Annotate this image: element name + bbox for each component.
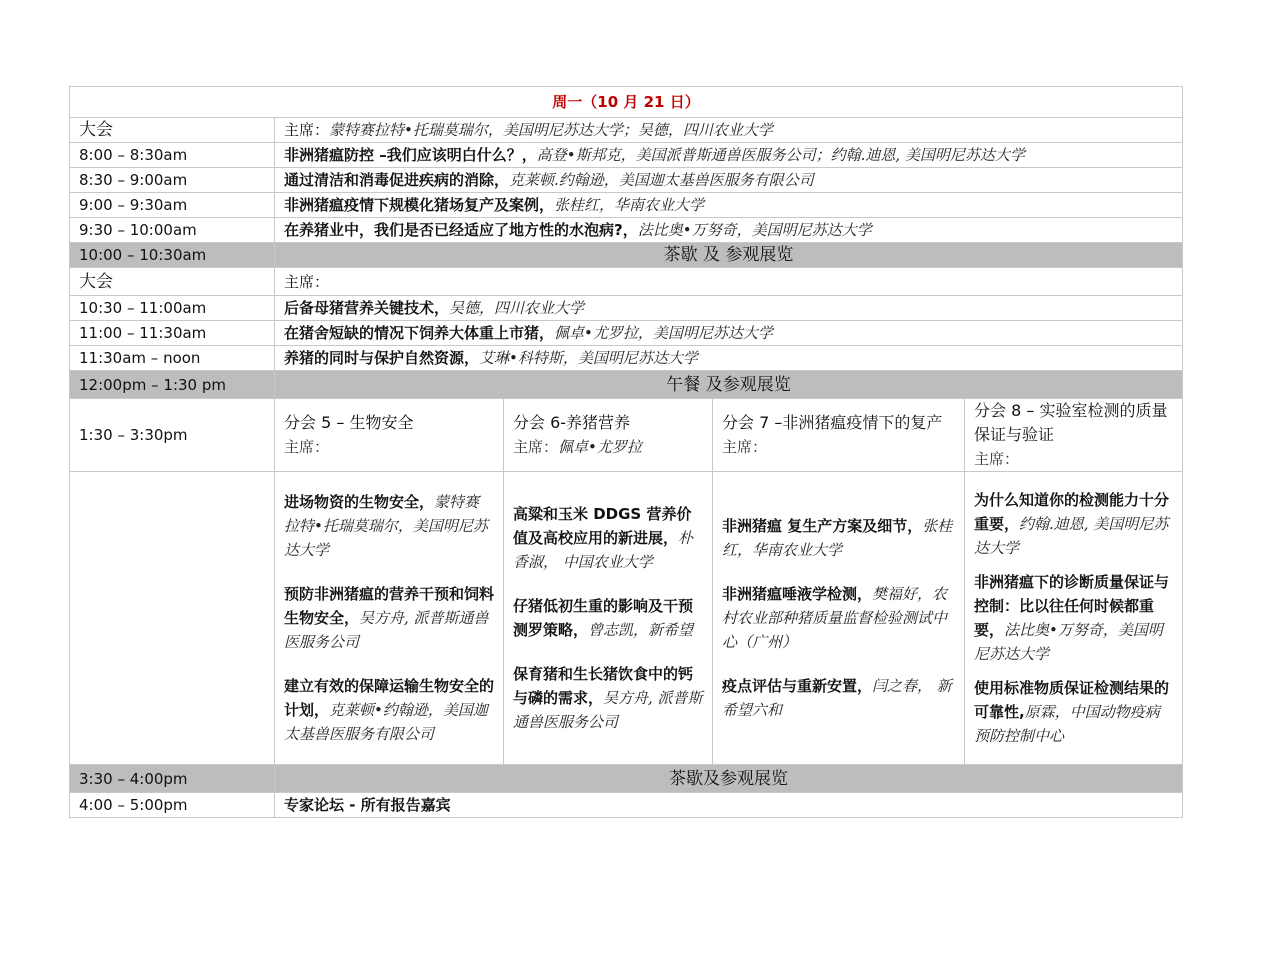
session-talk: 建立有效的保障运输生物安全的计划，克莱顿•约翰逊，美国迦太基兽医服务有限公司 bbox=[284, 677, 495, 743]
session-chair: 主席： bbox=[974, 450, 1020, 468]
session-talk: 高粱和玉米 DDGS 营养价值及高校应用的新进展，朴香淑， 中国农业大学 bbox=[513, 505, 694, 571]
forum-row bbox=[70, 793, 1183, 818]
talk-cell bbox=[275, 168, 1183, 193]
break2-label: 茶歇及参观展览 bbox=[275, 765, 1183, 793]
session-talk: 非洲猪瘟 复生产方案及细节，张桂红，华南农业大学 bbox=[722, 517, 953, 559]
talk-speaker: 佩卓•尤罗拉，美国明尼苏达大学 bbox=[554, 324, 773, 342]
plenary1-label: 大会 bbox=[70, 118, 275, 143]
session-title: 分会 6-养猪营养 bbox=[513, 413, 631, 432]
session-title: 分会 5 – 生物安全 bbox=[284, 413, 414, 432]
talk-title: 非洲猪瘟防控 –我们应该明白什么？， bbox=[284, 146, 537, 164]
talk-row bbox=[70, 143, 1183, 168]
sessions-body-row bbox=[70, 472, 1183, 765]
session-8-talks bbox=[965, 472, 1183, 765]
session-7-talks bbox=[713, 472, 965, 765]
lunch-row bbox=[70, 371, 1183, 399]
lunch-label: 午餐 及参观展览 bbox=[275, 371, 1183, 399]
sessions-time: 1:30 – 3:30pm bbox=[70, 399, 275, 472]
plenary2-label: 大会 bbox=[70, 268, 275, 296]
session-title: 分会 8 – 实验室检测的质量保证与验证 bbox=[974, 401, 1168, 444]
talk-speaker: 艾琳•科特斯，美国明尼苏达大学 bbox=[479, 349, 698, 367]
day-title: 周一（10 月 21 日） bbox=[70, 87, 1183, 118]
talk-time: 9:30 – 10:00am bbox=[70, 218, 275, 243]
forum-time: 4:00 – 5:00pm bbox=[70, 793, 275, 818]
talk-speaker: 法比奥•万努奇，美国明尼苏达大学 bbox=[637, 221, 872, 239]
session-talk: 进场物资的生物安全，蒙特赛拉特•托瑞莫瑞尔，美国明尼苏达大学 bbox=[284, 493, 488, 559]
session-talk: 保育猪和生长猪饮食中的钙与磷的需求，吴方舟, 派普斯通兽医服务公司 bbox=[513, 665, 703, 731]
session-title: 分会 7 –非洲猪瘟疫情下的复产 bbox=[722, 413, 943, 432]
talk-row bbox=[70, 346, 1183, 371]
session-6-header bbox=[504, 399, 713, 472]
session-talk: 仔猪低初生重的影响及干预测罗策略，曾志凯，新希望 bbox=[513, 597, 694, 639]
chair-names: 蒙特赛拉特•托瑞莫瑞尔，美国明尼苏达大学；吴德，四川农业大学 bbox=[329, 121, 773, 139]
chair-label: 主席： bbox=[284, 121, 330, 139]
talk-title: 通过清洁和消毒促进疾病的消除， bbox=[284, 171, 510, 189]
talk-speaker: 张桂红，华南农业大学 bbox=[554, 196, 705, 214]
talk-title: 在养猪业中，我们是否已经适应了地方性的水泡病?， bbox=[284, 221, 638, 239]
talk-cell bbox=[275, 193, 1183, 218]
day-title-row bbox=[70, 87, 1183, 118]
session-chair: 主席：佩卓•尤罗拉 bbox=[513, 438, 642, 456]
plenary2-chair: 主席： bbox=[275, 268, 1183, 296]
session-6-talks bbox=[504, 472, 713, 765]
session-talk: 预防非洲猪瘟的营养干预和饲料生物安全，吴方舟, 派普斯通兽医服务公司 bbox=[284, 585, 495, 651]
schedule-table bbox=[69, 86, 1183, 818]
session-chair: 主席： bbox=[722, 438, 768, 456]
session-talk: 为什么知道你的检测能力十分重要，约翰.迪恩, 美国明尼苏达大学 bbox=[974, 491, 1170, 557]
session-7-header bbox=[713, 399, 965, 472]
session-5-talks bbox=[275, 472, 504, 765]
forum-label: 专家论坛 - 所有报告嘉宾 bbox=[275, 793, 1183, 818]
plenary1-row bbox=[70, 118, 1183, 143]
talk-speaker: 吴德，四川农业大学 bbox=[449, 299, 585, 317]
talk-title: 非洲猪瘟疫情下规模化猪场复产及案例， bbox=[284, 196, 555, 214]
talk-title: 养猪的同时与保护自然资源， bbox=[284, 349, 480, 367]
talk-row bbox=[70, 218, 1183, 243]
talk-row bbox=[70, 321, 1183, 346]
plenary2-row bbox=[70, 268, 1183, 296]
talk-time: 11:00 – 11:30am bbox=[70, 321, 275, 346]
session-5-header bbox=[275, 399, 504, 472]
talk-speaker: 高登•斯邦克，美国派普斯通兽医服务公司；约翰.迪恩, 美国明尼苏达大学 bbox=[536, 146, 1025, 164]
session-talk: 疫点评估与重新安置，闫之春， 新希望六和 bbox=[722, 677, 952, 719]
talk-time: 10:30 – 11:00am bbox=[70, 296, 275, 321]
talk-title: 在猪舍短缺的情况下饲养大体重上市猪， bbox=[284, 324, 555, 342]
talk-row bbox=[70, 168, 1183, 193]
talk-cell bbox=[275, 218, 1183, 243]
empty-time-cell bbox=[70, 472, 275, 765]
session-8-header bbox=[965, 399, 1183, 472]
session-chair: 主席： bbox=[284, 438, 330, 456]
talk-speaker: 克莱顿.约翰逊，美国迦太基兽医服务有限公司 bbox=[509, 171, 814, 189]
talk-row bbox=[70, 193, 1183, 218]
talk-time: 11:30am – noon bbox=[70, 346, 275, 371]
plenary1-chair bbox=[275, 118, 1183, 143]
break1-row bbox=[70, 243, 1183, 268]
talk-cell bbox=[275, 346, 1183, 371]
session-talk: 非洲猪瘟下的诊断质量保证与控制：比以往任何时候都重要，法比奥•万努奇，美国明尼苏达大学 bbox=[974, 573, 1170, 663]
session-talk: 使用标准物质保证检测结果的可靠性,原霖，中国动物疫病预防控制中心 bbox=[974, 679, 1170, 745]
break2-time: 3:30 – 4:00pm bbox=[70, 765, 275, 793]
talk-time: 8:30 – 9:00am bbox=[70, 168, 275, 193]
talk-time: 8:00 – 8:30am bbox=[70, 143, 275, 168]
session-talk: 非洲猪瘟唾液学检测，樊福好，农村农业部种猪质量监督检验测试中心（广州） bbox=[722, 585, 948, 651]
talk-cell bbox=[275, 296, 1183, 321]
break2-row bbox=[70, 765, 1183, 793]
break1-label: 茶歇 及 参观展览 bbox=[275, 243, 1183, 268]
talk-title: 后备母猪营养关键技术， bbox=[284, 299, 450, 317]
talk-cell bbox=[275, 143, 1183, 168]
sessions-header-row bbox=[70, 399, 1183, 472]
break1-time: 10:00 – 10:30am bbox=[70, 243, 275, 268]
talk-cell bbox=[275, 321, 1183, 346]
talk-time: 9:00 – 9:30am bbox=[70, 193, 275, 218]
talk-row bbox=[70, 296, 1183, 321]
lunch-time: 12:00pm – 1:30 pm bbox=[70, 371, 275, 399]
